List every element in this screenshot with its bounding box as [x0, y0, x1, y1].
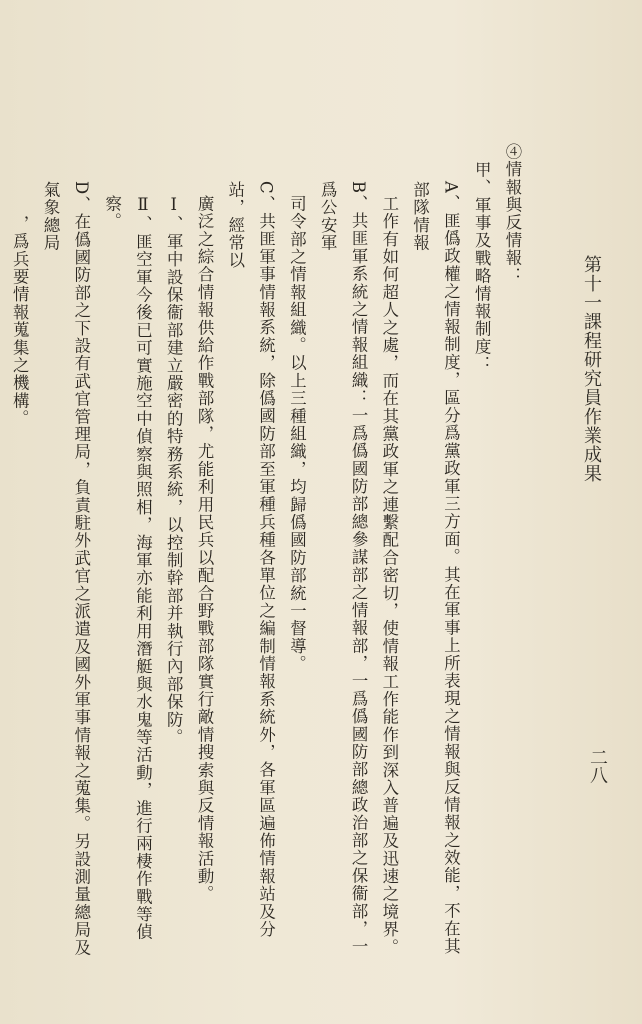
text-column: 工作有如何超人之處，而在其黨政軍之連繫配合密切，使情報工作能作到深入普遍及迅速之境界。	[379, 195, 399, 957]
text-column: 司令部之情報組織。以上三種組織，均歸僞國防部統一督導。	[287, 195, 307, 673]
text-column: Ⅰ、軍中設保衞部建立嚴密的特務系統，以控制幹部并執行內部保防。	[164, 195, 184, 747]
text-column: ，爲兵要情報蒐集之機構。	[10, 215, 30, 428]
page-number: 二八	[587, 748, 608, 784]
text-column: Ⅱ、匪空軍今後已可實施空中偵察與照相，海軍亦能利用潛艇與水鬼等活動，進行兩棲作戰等偵察。	[102, 195, 153, 941]
body-text	[10, 143, 527, 963]
text-column: 甲、軍事及戰略情報制度：	[472, 161, 492, 374]
running-header-title: 第十一課程研究員作業成果	[581, 255, 602, 483]
text-column: ④情報與反情報：	[503, 143, 522, 285]
text-column: C、共匪軍事情報系統，除僞國防部至軍種兵種各單位之編制情報系統外，各軍區遍佈情報站及分站，經常以	[225, 181, 276, 939]
text-column: 廣泛之綜合情報供給作戰部隊，尤能利用民兵以配合野戰部隊實行敵情搜索與反情報活動。	[195, 195, 215, 903]
text-column: A、匪僞政權之情報制度，區分爲黨政軍三方面。其在軍事上所表現之情報與反情報之效能，不在其部隊情報	[410, 181, 461, 956]
text-column: D、在僞國防部之下設有武官管理局，負責駐外武官之派遣及國外軍事情報之蒐集。另設測量總局及氣象總局	[41, 181, 91, 957]
text-column: B、共匪軍系統之情報組織：一爲僞國防部總參謀部之情報部，一爲僞國防部總政治部之保衞部，一爲公安軍	[318, 181, 369, 956]
